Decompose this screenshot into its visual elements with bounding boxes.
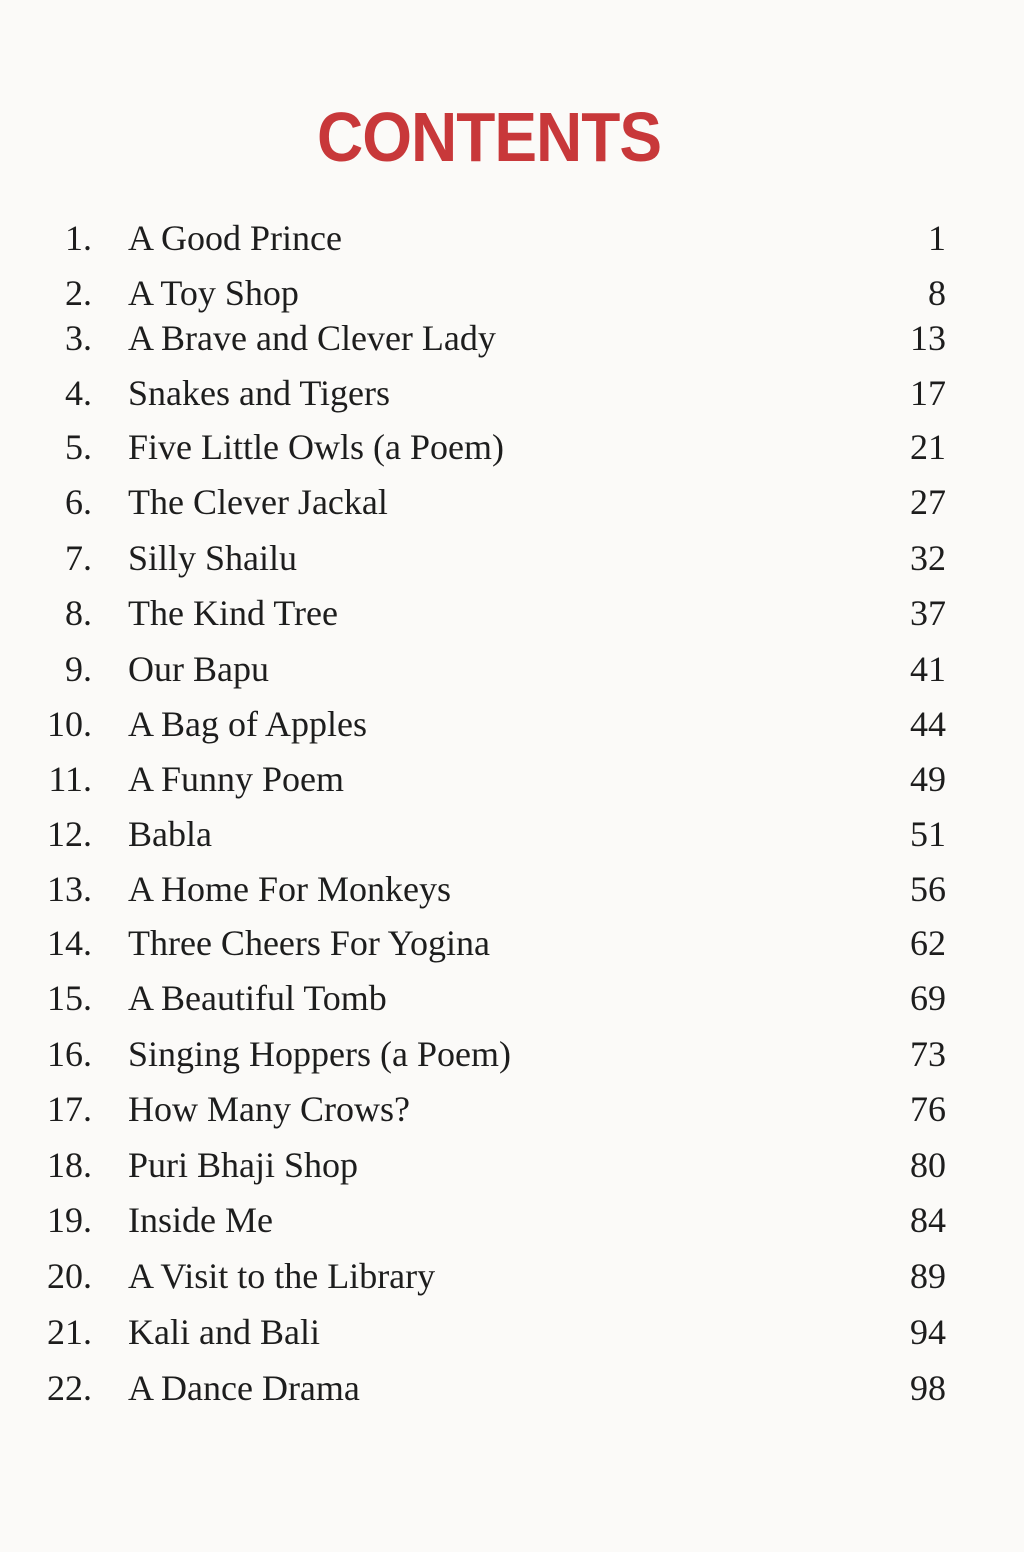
chapter-number: 20. (47, 1256, 92, 1296)
chapter-number: 2. (65, 273, 92, 313)
page-number: 98 (910, 1368, 946, 1408)
chapter-title: Singing Hoppers (a Poem) (128, 1034, 511, 1074)
toc-entry (0, 812, 1024, 856)
chapter-title: A Good Prince (128, 218, 342, 258)
toc-entry (0, 976, 1024, 1020)
page-title-text: CONTENTS (317, 98, 661, 176)
chapter-number: 7. (65, 538, 92, 578)
chapter-title: A Home For Monkeys (128, 869, 451, 909)
toc-entry (0, 1254, 1024, 1298)
page-number: 69 (910, 978, 946, 1018)
page-number: 44 (910, 704, 946, 744)
chapter-number: 16. (47, 1034, 92, 1074)
page-number: 62 (910, 923, 946, 963)
toc-entry (0, 480, 1024, 524)
chapter-number: 5. (65, 427, 92, 467)
toc-entry (0, 647, 1024, 691)
chapter-number: 1. (65, 218, 92, 258)
toc-entry (0, 1198, 1024, 1242)
chapter-number: 22. (47, 1368, 92, 1408)
page-number: 51 (910, 814, 946, 854)
page-number: 94 (910, 1312, 946, 1352)
chapter-number: 8. (65, 593, 92, 633)
toc-entry (0, 921, 1024, 965)
page-number: 17 (910, 373, 946, 413)
chapter-title: Snakes and Tigers (128, 373, 391, 413)
chapter-number: 12. (47, 814, 92, 854)
chapter-number: 3. (65, 318, 92, 358)
chapter-number: 11. (48, 759, 92, 799)
chapter-title: The Kind Tree (128, 593, 338, 633)
page-number: 76 (910, 1089, 946, 1129)
chapter-number: 10. (47, 704, 92, 744)
page-number: 73 (910, 1034, 946, 1074)
chapter-title: Babla (128, 814, 212, 854)
chapter-title: A Beautiful Tomb (128, 978, 387, 1018)
chapter-title: Inside Me (128, 1200, 273, 1240)
chapter-title: Kali and Bali (128, 1312, 320, 1352)
chapter-title: A Funny Poem (128, 759, 345, 799)
page-number: 27 (910, 482, 946, 522)
page-number: 8 (928, 273, 946, 313)
page-number: 49 (910, 759, 946, 799)
toc-entry (0, 591, 1024, 635)
chapter-title: Silly Shailu (128, 538, 298, 578)
page-number: 21 (910, 427, 946, 467)
toc-entry (0, 702, 1024, 746)
toc-entry (0, 1143, 1024, 1187)
page-number: 84 (910, 1200, 946, 1240)
toc-entry (0, 757, 1024, 801)
chapter-number: 14. (47, 923, 92, 963)
toc-entry (0, 1366, 1024, 1410)
chapter-number: 4. (65, 373, 92, 413)
toc-entry (0, 316, 1024, 360)
page-number: 80 (910, 1145, 946, 1185)
chapter-number: 6. (65, 482, 92, 522)
chapter-title: A Bag of Apples (128, 704, 367, 744)
toc-entry (0, 867, 1024, 911)
chapter-title: A Brave and Clever Lady (128, 318, 496, 358)
chapter-title: A Toy Shop (128, 273, 299, 313)
page-title (0, 100, 1024, 174)
toc-entry (0, 271, 1024, 315)
chapter-number: 13. (47, 869, 92, 909)
chapter-number: 19. (47, 1200, 92, 1240)
chapter-number: 18. (47, 1145, 92, 1185)
page-number: 32 (910, 538, 946, 578)
chapter-title: The Clever Jackal (128, 482, 388, 522)
page-number: 13 (910, 318, 946, 358)
page-number: 89 (910, 1256, 946, 1296)
chapter-title: Our Bapu (128, 649, 269, 689)
toc-entry (0, 1310, 1024, 1354)
chapter-title: A Visit to the Library (128, 1256, 436, 1296)
toc-entry (0, 1032, 1024, 1076)
chapter-number: 21. (47, 1312, 92, 1352)
chapter-title: Puri Bhaji Shop (128, 1145, 359, 1185)
chapter-title: A Dance Drama (128, 1368, 360, 1408)
toc-entry (0, 425, 1024, 469)
toc-entry (0, 1087, 1024, 1131)
toc-entry (0, 216, 1024, 260)
chapter-number: 15. (47, 978, 92, 1018)
toc-entry (0, 536, 1024, 580)
page-number: 41 (910, 649, 946, 689)
page-number: 1 (928, 218, 946, 258)
chapter-title: How Many Crows? (128, 1089, 410, 1129)
chapter-number: 17. (47, 1089, 92, 1129)
chapter-title: Three Cheers For Yogina (128, 923, 490, 963)
chapter-title: Five Little Owls (a Poem) (128, 427, 504, 467)
page-number: 56 (910, 869, 946, 909)
toc-entry (0, 371, 1024, 415)
chapter-number: 9. (65, 649, 92, 689)
page-number: 37 (910, 593, 946, 633)
